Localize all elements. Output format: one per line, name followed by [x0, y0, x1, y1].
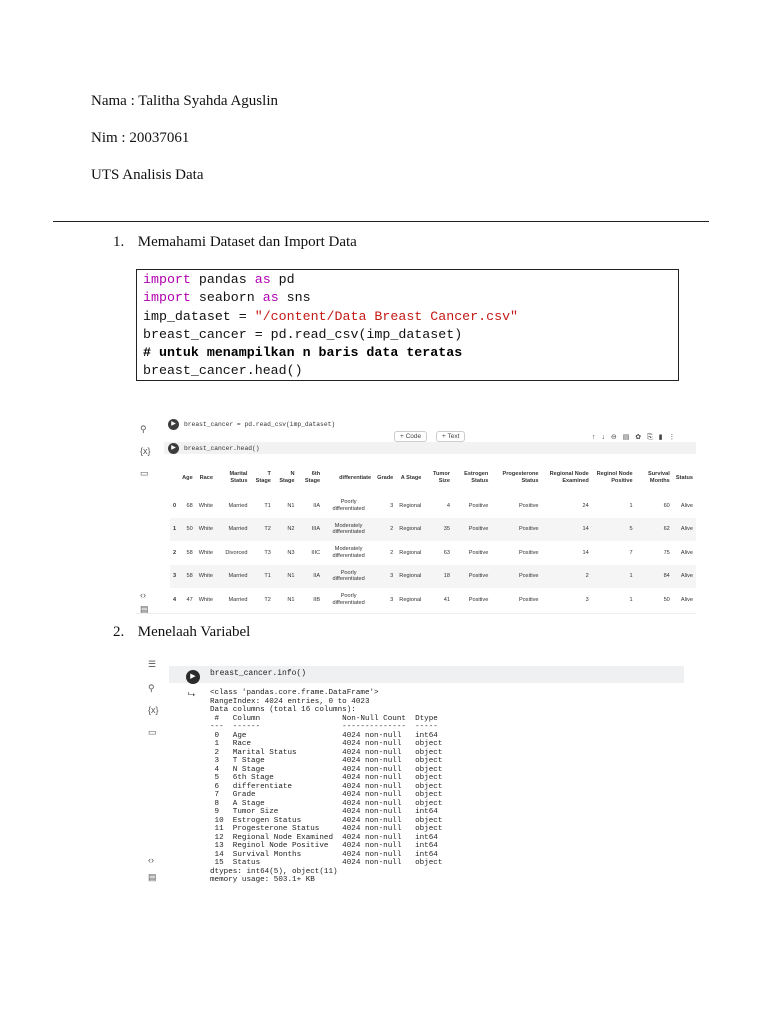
table-cell: Alive: [680, 596, 693, 603]
row-index: 0: [173, 502, 177, 509]
variables-icon[interactable]: {x}: [140, 446, 151, 456]
column-header: A Stage: [400, 474, 422, 481]
code-block: [136, 269, 679, 381]
table-cell: 60: [663, 502, 670, 509]
table-cell: 18: [424, 565, 453, 589]
table-cell: 14: [582, 549, 589, 556]
table-cell: 3: [390, 596, 394, 603]
table-cell: 2: [542, 565, 592, 589]
table-header-row: [170, 462, 696, 494]
table-cell: Married: [228, 502, 248, 509]
column-header: Progesterone Status: [502, 471, 539, 484]
section-number: 2.: [113, 624, 125, 640]
output-icon: ⮡: [188, 689, 196, 699]
table-cell: N1: [274, 565, 298, 589]
code-snippets-icon[interactable]: ‹›: [140, 590, 146, 600]
row-index: 3: [170, 565, 179, 589]
code-snippets-icon[interactable]: ‹›: [148, 855, 154, 865]
table-cell: T3: [264, 549, 271, 556]
column-header: Tumor Size: [432, 471, 450, 484]
table-cell: 68: [186, 502, 193, 509]
table-cell: Alive: [673, 518, 696, 542]
column-header: Estrogen Status: [464, 471, 489, 484]
dataframe-table: [170, 462, 696, 612]
table-cell: 35: [424, 518, 453, 542]
section-title: Menelaah Variabel: [137, 624, 251, 640]
table-cell: White: [198, 502, 214, 509]
table-cell: 62: [636, 518, 673, 542]
table-cell: T2: [264, 596, 271, 603]
table-cell: 63: [443, 549, 450, 556]
table-cell: Positive: [468, 596, 489, 603]
student-name: Nama : Talitha Syahda Aguslin: [91, 93, 278, 109]
column-header: Age: [182, 474, 193, 481]
cell-code-info: breast_cancer.info(): [210, 669, 307, 678]
table-cell: Positive: [468, 502, 489, 509]
row-index: 4: [173, 596, 177, 603]
search-icon[interactable]: ⚲: [148, 683, 155, 693]
table-cell: IIB: [313, 596, 321, 603]
table-cell: 2: [374, 518, 396, 542]
table-cell: 84: [636, 565, 673, 589]
student-nim: Nim : 20037061: [91, 130, 190, 146]
row-index: 1: [170, 518, 179, 542]
section-number: 1.: [113, 234, 125, 250]
table-row: [170, 588, 696, 612]
table-cell: T1: [250, 565, 273, 589]
table-row: [170, 494, 696, 518]
table-cell: Positive: [491, 518, 541, 542]
folder-icon[interactable]: ▭: [148, 727, 157, 737]
cell-output: <class 'pandas.core.frame.DataFrame'> RangeIndex: 4024 entries, 0 to 4023 Data columns (total 16 columns): # Column Non-Null Count Dtype --- ------ -------------- ----- 0 Age 4024 non-null int64 1 Race 4024 non-null object 2 Marital Status 4024 non-null object 3 T Stage 4024 non-null object 4 N Stage 4024 non-null object 5 6th Stage 4024 non-null object 6 differentiate 4024 non-null object 7 Grade 4024 non-null object 8 A Stage 4024 non-null object 9 Tumor Size 4024 non-null int64 10 Estrogen Status 4024 non-null object 11 Progesterone Status 4024 non-null object 12 Regional Node Examined 4024 non-null int64 13 Reginol Node Positive 4024 non-null int64 14 Survival Months 4024 non-null int64 15 Status 4024 non-null object dtypes: int64(5), object(11) memory usage: 503.1+ KB: [210, 689, 443, 884]
notebook-screenshot-head: [136, 414, 696, 614]
terminal-icon[interactable]: ▤: [140, 604, 149, 614]
section-2-heading: [113, 624, 250, 641]
column-header: N Stage: [279, 471, 295, 484]
table-cell: 41: [443, 596, 450, 603]
table-row: [170, 565, 696, 589]
table-cell: 2: [390, 549, 394, 556]
folder-icon[interactable]: ▭: [140, 468, 149, 478]
search-icon[interactable]: ⚲: [140, 424, 147, 434]
table-cell: Poorly differentiated: [323, 565, 374, 589]
table-cell: Regional: [399, 596, 422, 603]
table-cell: Moderately differentiated: [332, 546, 365, 559]
table-cell: Positive: [453, 518, 491, 542]
table-cell: 58: [186, 549, 193, 556]
table-cell: Regional: [399, 549, 422, 556]
table-cell: IIIC: [311, 549, 321, 556]
table-cell: White: [196, 518, 216, 542]
table-cell: Positive: [518, 549, 539, 556]
column-header: Grade: [377, 474, 394, 481]
table-cell: IIIA: [298, 518, 324, 542]
run-cell-button[interactable]: ▶: [168, 419, 179, 430]
table-cell: T2: [250, 518, 273, 542]
table-of-contents-icon[interactable]: ☰: [148, 659, 157, 669]
table-cell: Regional: [396, 565, 424, 589]
table-cell: N2: [274, 518, 298, 542]
column-header: differentiate: [339, 474, 372, 481]
table-cell: 3: [585, 596, 589, 603]
table-cell: Married: [216, 565, 250, 589]
column-header: Reginol Node Positive: [596, 471, 633, 484]
run-cell-button[interactable]: ▶: [168, 443, 179, 454]
table-cell: 7: [629, 549, 633, 556]
table-cell: Moderately differentiated: [323, 518, 374, 542]
table-cell: 47: [186, 596, 193, 603]
add-code-button[interactable]: + Code: [394, 431, 427, 442]
table-cell: N1: [287, 502, 295, 509]
table-cell: Divorced: [225, 549, 248, 556]
cell-code-read-csv: breast_cancer = pd.read_csv(imp_dataset): [184, 421, 336, 428]
table-cell: Alive: [673, 565, 696, 589]
table-row: [170, 541, 696, 565]
table-cell: 14: [542, 518, 592, 542]
table-cell: 50: [663, 596, 670, 603]
table-cell: 50: [179, 518, 196, 542]
column-header: Regional Node Examined: [549, 471, 589, 484]
column-header: Race: [199, 474, 214, 481]
column-header: Survival Months: [648, 471, 670, 484]
table-cell: Positive: [491, 565, 541, 589]
table-cell: 4: [446, 502, 450, 509]
table-cell: N3: [287, 549, 295, 556]
table-cell: 3: [390, 502, 394, 509]
table-cell: Poorly differentiated: [332, 593, 365, 606]
table-cell: 24: [582, 502, 589, 509]
terminal-icon[interactable]: ▤: [148, 872, 157, 882]
run-cell-button[interactable]: ▶: [186, 670, 200, 684]
column-header: Status: [675, 474, 693, 481]
table-cell: Positive: [518, 596, 539, 603]
table-cell: 1: [629, 502, 633, 509]
table-cell: 1: [592, 565, 636, 589]
table-cell: Alive: [680, 549, 693, 556]
table-cell: Positive: [468, 549, 489, 556]
table-cell: IIA: [298, 565, 324, 589]
cell-code-head: breast_cancer.head(): [184, 445, 260, 452]
table-cell: Poorly differentiated: [332, 499, 365, 512]
table-cell: IIA: [313, 502, 321, 509]
code-line-3: imp_dataset = "/content/Data Breast Cancer.csv": [143, 308, 519, 324]
table-cell: White: [198, 549, 214, 556]
table-cell: Positive: [518, 502, 539, 509]
table-cell: 58: [179, 565, 196, 589]
table-cell: Regional: [399, 502, 422, 509]
code-line-4: breast_cancer = pd.read_csv(imp_dataset): [143, 326, 463, 342]
table-cell: Married: [228, 596, 248, 603]
notebook-screenshot-info: [142, 656, 684, 890]
table-cell: Married: [216, 518, 250, 542]
table-cell: 75: [663, 549, 670, 556]
document-title: UTS Analisis Data: [91, 167, 204, 183]
code-line-1: import pandas as pd: [143, 272, 295, 287]
table-cell: White: [196, 565, 216, 589]
table-cell: Alive: [680, 502, 693, 509]
table-cell: T1: [264, 502, 271, 509]
row-index: 2: [173, 549, 177, 556]
code-line-6: breast_cancer.head(): [143, 363, 303, 379]
table-cell: Regional: [396, 518, 424, 542]
section-title: Memahami Dataset dan Import Data: [137, 234, 357, 250]
table-cell: White: [198, 596, 214, 603]
column-header: Marital Status: [229, 471, 248, 484]
column-header: T Stage: [255, 471, 271, 484]
horizontal-divider: [53, 221, 709, 222]
column-header: 6th Stage: [304, 471, 321, 484]
table-cell: N1: [287, 596, 295, 603]
table-body: [170, 494, 696, 612]
code-comment-line: # untuk menampilkan n baris data teratas: [143, 345, 463, 361]
cell-toolbar[interactable]: ↑ ↓ ⊖ ▤ ✿ ⎘ ▮ ⋮: [592, 434, 678, 441]
table-cell: 1: [629, 596, 633, 603]
code-line-2: import seaborn as sns: [143, 290, 311, 306]
table-cell: 3: [374, 565, 396, 589]
notebook-gutter: [136, 414, 162, 613]
table-row: [170, 518, 696, 542]
section-1-heading: [113, 234, 357, 251]
table-cell: Positive: [453, 565, 491, 589]
add-text-button[interactable]: + Text: [436, 431, 465, 442]
column-header: [170, 462, 179, 494]
table-cell: 5: [592, 518, 636, 542]
variables-icon[interactable]: {x}: [148, 705, 159, 715]
